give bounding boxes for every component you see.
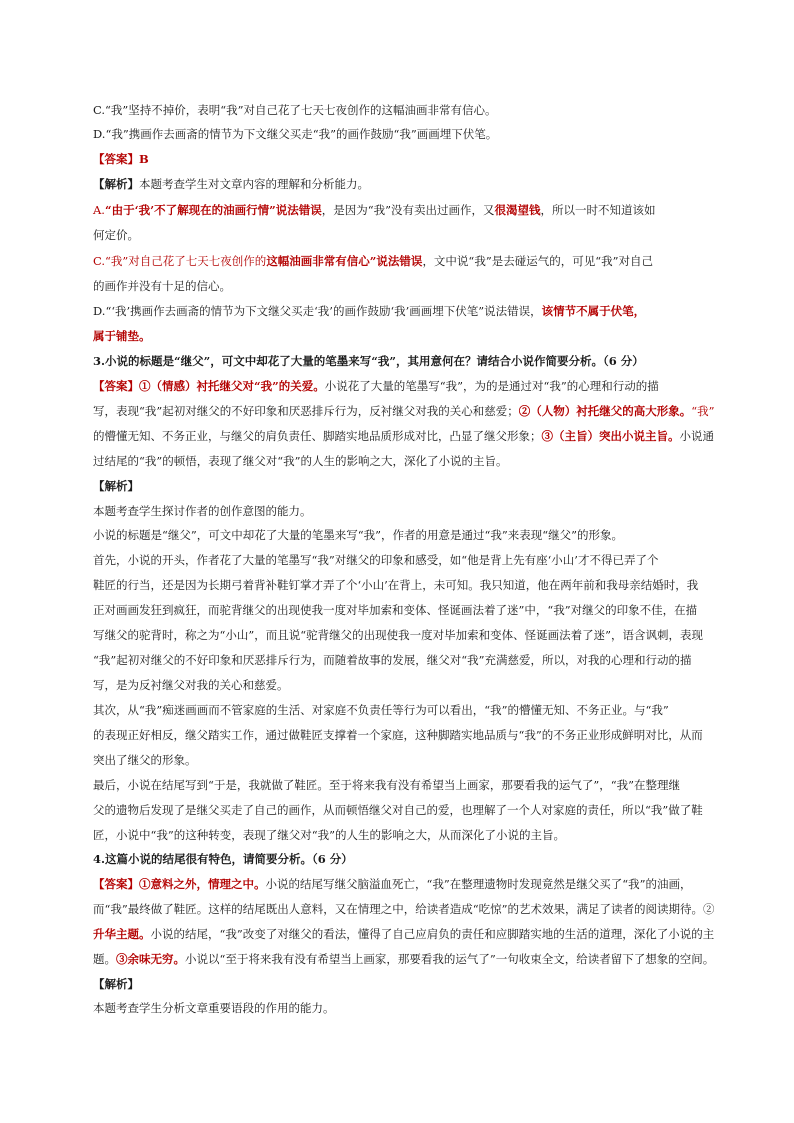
analysis-3-p4-l1: 其次，从“我”痴迷画画而不管家庭的生活、对家庭不负责任等行为可以看出，“我”的懵懂无知、不务正业。与“我”: [93, 703, 669, 717]
analysis-3-p3-l5: “我”起初对继父的不好印象和厌恶排斥行为，而随着故事的发展，继父对“我”充满慈爱，所以，对我的心理和行动的描: [93, 653, 692, 667]
answer-label: 【答案】: [93, 152, 139, 166]
analysis-3-p5-l3: 匠，小说中“我”的这种转变，表现了继父对“我”的人生的影响之大，从而深化了小说的主旨。: [93, 828, 566, 842]
analysis-d-line1: D.“‘我’携画作去画斋的情节为下文继父买走‘我’的画作鼓励‘我’画画埋下伏笔”说法错误，该情节不属于伏笔，: [93, 304, 646, 318]
option-c: C.“我”坚持不掉价，表明“我”对自己花了七天七夜创作的这幅油画非常有信心。: [93, 103, 497, 117]
answer-3-line3: 的懵懂无知、不务正业，与继父的肩负责任、脚踏实地品质形成对比，凸显了继父形象；③（主旨）突出小说主旨。小说通: [93, 429, 714, 443]
question-3: 3.小说的标题是“继父”，可文中却花了大量的笔墨来写“我”，其用意何在？请结合小说作简要分析。（6 分）: [93, 354, 644, 368]
analysis-a-line2: 何定价。: [93, 228, 139, 242]
question-4: 4.这篇小说的结尾很有特色，请简要分析。（6 分）: [93, 852, 353, 866]
answer-3-line2: 写，表现“我”起初对继父的不好印象和厌恶排斥行为，反衬继父对我的关心和慈爱；②（人物）衬托继父的高大形象。“我”: [93, 404, 715, 418]
analysis-d-line2: 属于铺垫。: [93, 329, 151, 343]
analysis-3-p5-l1: 最后，小说在结尾写到“于是，我就做了鞋匠。至于将来我有没有希望当上画家，那要看我的运气了”，“我”在整理继: [93, 778, 681, 792]
answer-4-line2: 而“我”最终做了鞋匠。这样的结尾既出人意料，又在情理之中，给读者造成“吃惊”的艺术效果，满足了读者的阅读期待。②: [93, 902, 715, 916]
analysis-3-p5-l2: 父的遗物后发现了是继父买走了自己的画作，从而顿悟继父对自己的爱，也理解了一个人对家庭的责任，所以“我”做了鞋: [93, 803, 703, 817]
answer-3-line4: 过结尾的“我”的顿悟，表现了继父对“我”的人生的影响之大，深化了小说的主旨。: [93, 454, 508, 468]
analysis-3-p3-l1: 首先，小说的开头，作者花了大量的笔墨写“我”对继父的印象和感受，如“他是背上先有座‘小山’才不得已弄了个: [93, 553, 659, 567]
analysis-4-label: 【解析】: [93, 977, 139, 991]
answer-4-line1: 【答案】①意料之外，情理之中。小说的结尾写继父脑溢血死亡，“我”在整理遗物时发现竟然是继父买了“我”的油画，: [93, 877, 692, 891]
answer-4-line3: 升华主题。小说的结尾，“我”改变了对继父的看法，懂得了自己应肩负的责任和应脚踏实地的生活的道理，深化了小说的主: [93, 927, 715, 941]
answer-value: B: [139, 152, 149, 166]
analysis-a-line1: A.“由于‘我’不了解现在的油画行情”说法错误，是因为“我”没有卖出过画作，又很渴望钱，所以一时不知道该如: [93, 203, 656, 217]
option-d: D.“我”携画作去画斋的情节为下文继父买走“我”的画作鼓励“我”画画埋下伏笔。: [93, 127, 498, 141]
analysis-1: [93, 176, 733, 192]
analysis-3-p3-l4: 写继父的驼背时，称之为“小山”，而且说“驼背继父的出现使我一度对毕加索和变体、怪诞画法着了迷”，语含讽刺，表现: [93, 628, 704, 642]
answer-1: [93, 151, 733, 167]
analysis-3-p4-l2: 的表现正好相反，继父踏实工作，通过做鞋匠支撑着一个家庭，这种脚踏实地品质与“我”的不务正业形成鲜明对比，从而: [93, 728, 703, 742]
analysis-3-p1: 本题考查学生探讨作者的创作意图的能力。: [93, 504, 312, 518]
analysis-text: 本题考查学生对文章内容的理解和分析能力。: [139, 177, 369, 191]
analysis-3-p3-l2: 鞋匠的行当，还是因为长期弓着背补鞋钉掌才弄了个‘小山’在背上，未可知。我只知道，他在两年前和我母亲结婚时，我: [93, 578, 699, 592]
analysis-3-label: 【解析】: [93, 479, 139, 493]
answer-3-line1: 【答案】①（情感）衬托继父对“我”的关爱。小说花了大量的笔墨写“我”，为的是通过对“我”的心理和行动的描: [93, 379, 659, 393]
analysis-3-p4-l3: 突出了继父的形象。: [93, 753, 197, 767]
analysis-3-p3-l3: 正对画画发狂到疯狂，而驼背继父的出现使我一度对毕加索和变体、怪诞画法着了迷”中，“我”对继父的印象不佳，在描: [93, 603, 698, 617]
analysis-4-text: 本题考查学生分析文章重要语段的作用的能力。: [93, 1001, 335, 1015]
answer-4-line4: 题。③余味无穷。小说以“至于将来我有没有希望当上画家，那要看我的运气了”一句收束全文，给读者留下了想象的空间。: [93, 952, 715, 966]
analysis-c-line1: C.“我”对自己花了七天七夜创作的这幅油画非常有信心”说法错误，文中说“我”是去碰运气的，可见“我”对自己: [93, 254, 653, 268]
analysis-label: 【解析】: [93, 177, 139, 191]
analysis-c-line2: 的画作并没有十足的信心。: [93, 279, 231, 293]
analysis-3-p3-l6: 写，是为反衬继父对我的关心和慈爱。: [93, 678, 289, 692]
analysis-3-p2: 小说的标题是“继父”，可文中却花了大量的笔墨来写“我”，作者的用意是通过“我”来表现“继父”的形象。: [93, 528, 624, 542]
